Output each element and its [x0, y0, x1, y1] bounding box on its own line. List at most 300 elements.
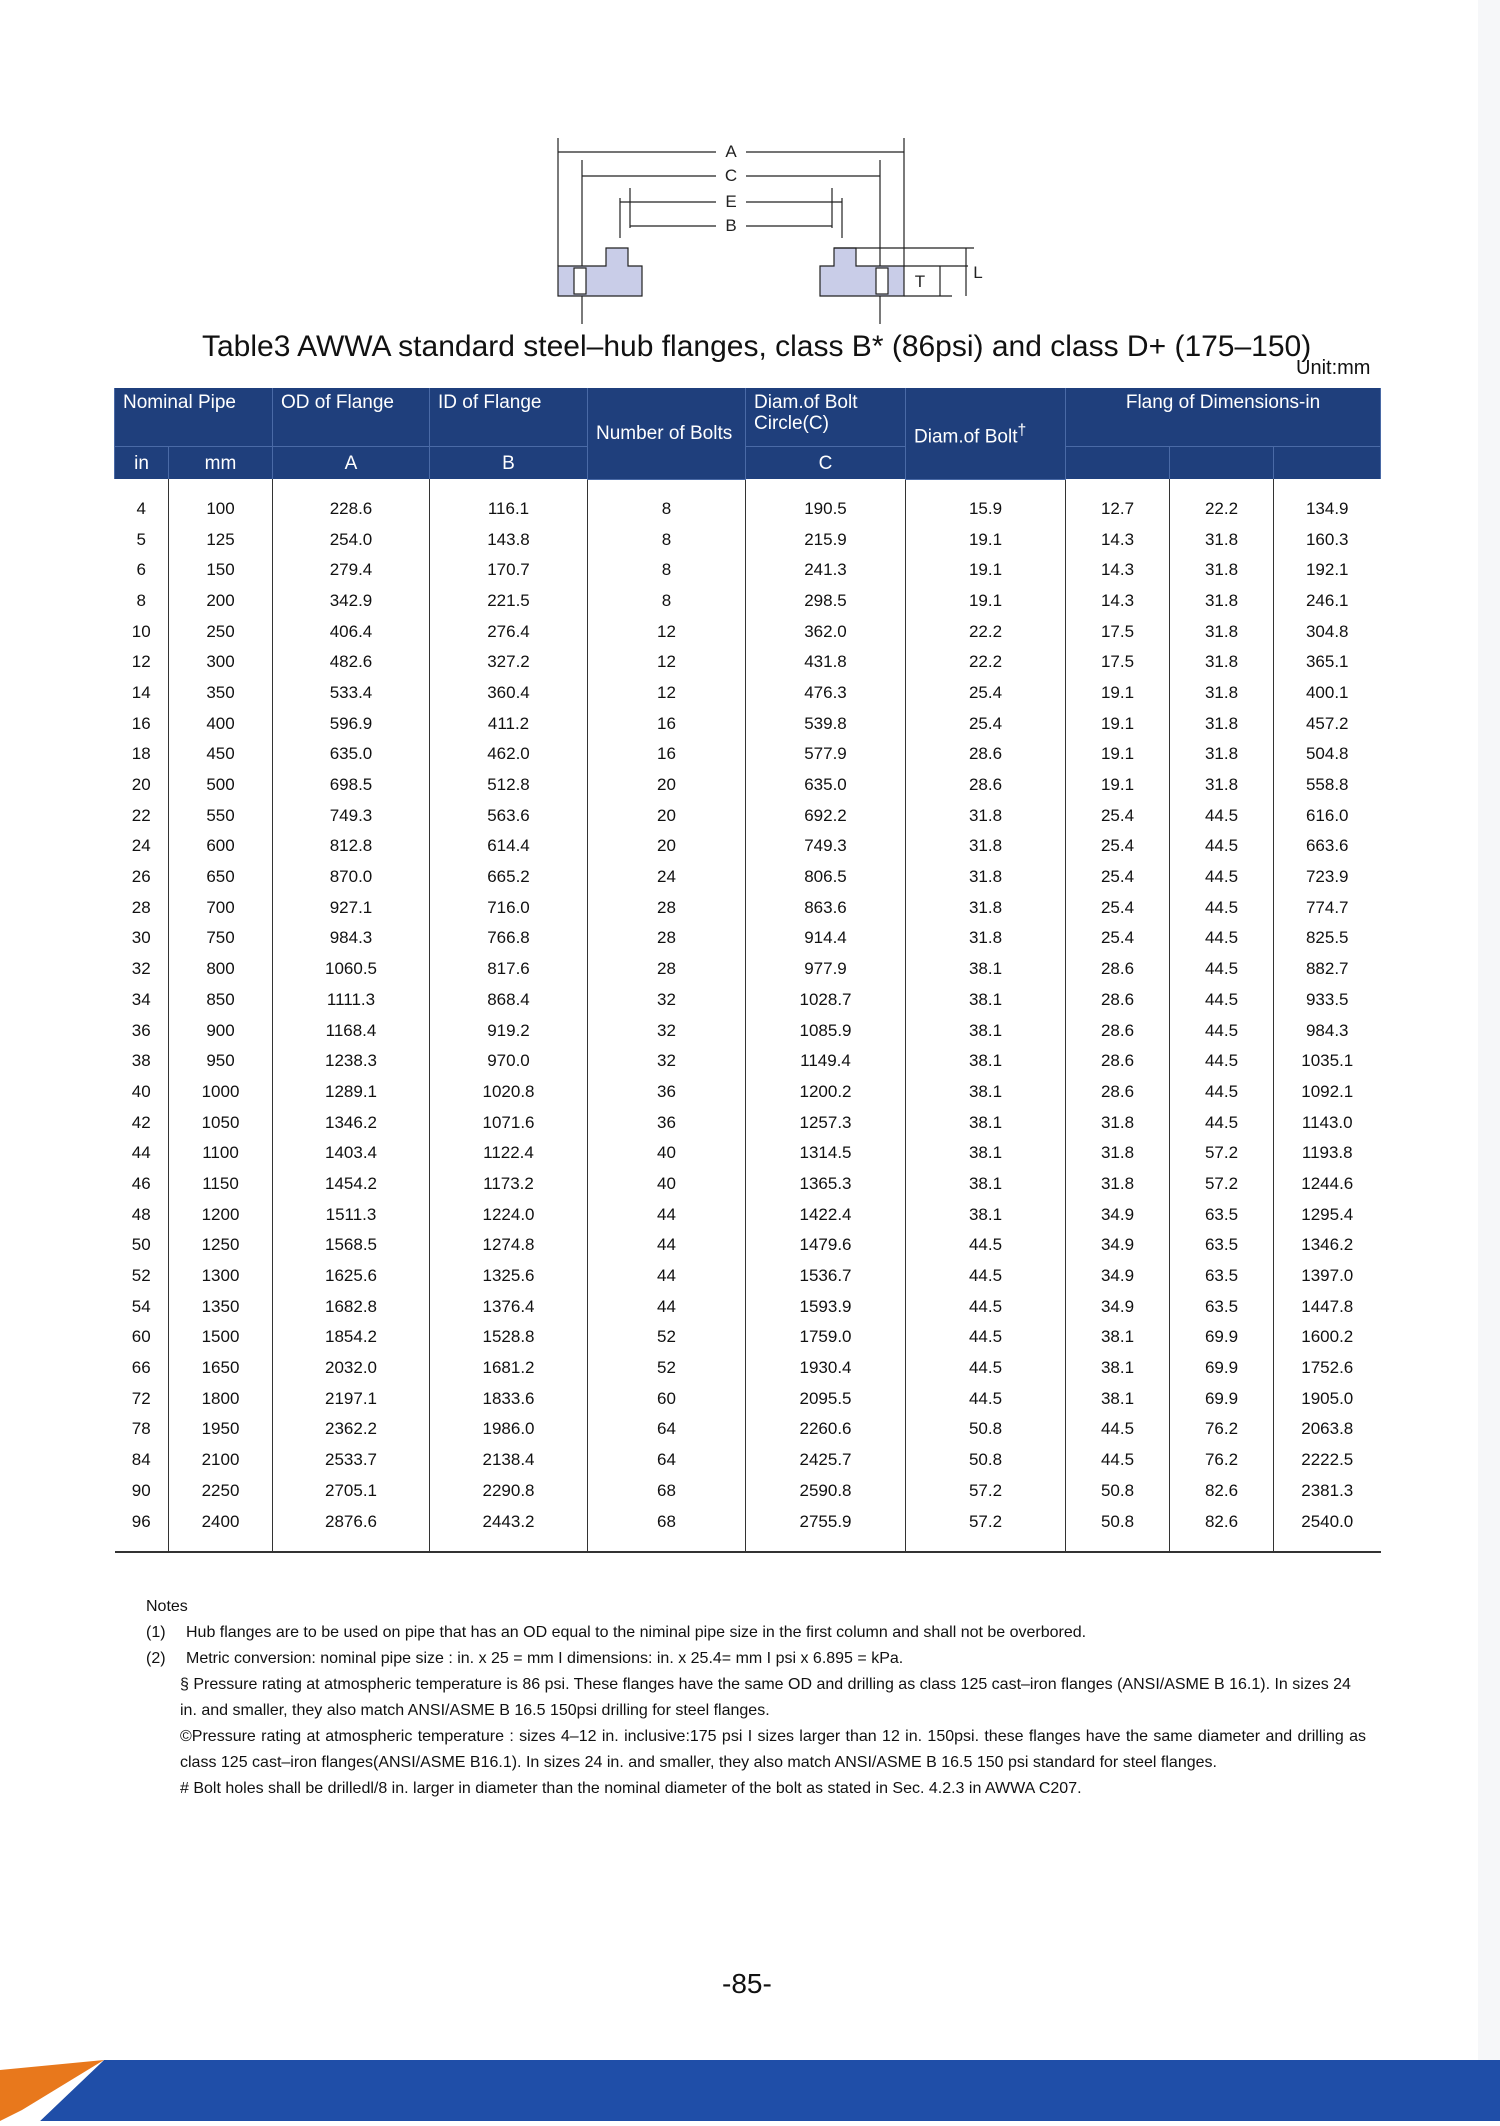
- cell-od-a: 596.9: [273, 708, 430, 739]
- cell-od-a: 254.0: [273, 524, 430, 555]
- cell-bolts: 20: [588, 770, 746, 801]
- cell-in: 38: [131, 1051, 151, 1071]
- cell-od-a: 406.4: [273, 616, 430, 647]
- cell-dim-3: 1346.2: [1274, 1230, 1381, 1261]
- cell-bolts: 8: [588, 479, 746, 524]
- cell-dim-1: 25.4: [1066, 862, 1170, 893]
- cell-diam-bolt: 38.1: [906, 1015, 1066, 1046]
- cell-od-a: 2197.1: [273, 1383, 430, 1414]
- cell-bolt-circle: 539.8: [746, 708, 906, 739]
- table-row: [115, 524, 1381, 555]
- cell-diam-bolt: 19.1: [906, 524, 1066, 555]
- cell-od-a: 698.5: [273, 770, 430, 801]
- table-row: [115, 678, 1381, 709]
- cell-bolts: 64: [588, 1414, 746, 1445]
- cell-id-b: 1274.8: [430, 1230, 588, 1261]
- cell-diam-bolt: 38.1: [906, 1046, 1066, 1077]
- cell-id-b: 919.2: [430, 1015, 588, 1046]
- cell-diam-bolt: 22.2: [906, 616, 1066, 647]
- cell-od-a: 1625.6: [273, 1261, 430, 1292]
- table-row: [115, 647, 1381, 678]
- header-blank-3: [1274, 447, 1381, 480]
- table-row: [115, 1261, 1381, 1292]
- unit-label: Unit:mm: [1296, 357, 1371, 379]
- cell-od-a: 1060.5: [273, 954, 430, 985]
- cell-id-b: 970.0: [430, 1046, 588, 1077]
- cell-dim-3: 1397.0: [1274, 1261, 1381, 1292]
- cell-dim-3: 1244.6: [1274, 1169, 1381, 1200]
- cell-dim-2: 31.8: [1170, 586, 1274, 617]
- cell-bolt-circle: 577.9: [746, 739, 906, 770]
- cell-id-b: 327.2: [430, 647, 588, 678]
- cell-dim-1: 50.8: [1066, 1476, 1170, 1507]
- table-row: [115, 555, 1381, 586]
- cell-mm: 1150: [169, 1169, 273, 1200]
- cell-od-a: 1511.3: [273, 1199, 430, 1230]
- cell-dim-2: 63.5: [1170, 1261, 1274, 1292]
- cell-mm: 900: [169, 1015, 273, 1046]
- cell-od-a: 870.0: [273, 862, 430, 893]
- table-row: [115, 708, 1381, 739]
- cell-dim-3: 160.3: [1274, 524, 1381, 555]
- cell-dim-1: 28.6: [1066, 1046, 1170, 1077]
- cell-mm: 1200: [169, 1199, 273, 1230]
- note-2-text: Metric conversion: nominal pipe size : in. x 25 = mm I dimensions: in. x 25.4= mm I psi x 6.895 = kPa.: [186, 1650, 904, 1667]
- cell-od-a: 279.4: [273, 555, 430, 586]
- cell-id-b: 143.8: [430, 524, 588, 555]
- cell-id-b: 1325.6: [430, 1261, 588, 1292]
- cell-diam-bolt: 38.1: [906, 1077, 1066, 1108]
- cell-mm: 200: [169, 586, 273, 617]
- cell-dim-3: 558.8: [1274, 770, 1381, 801]
- cell-dim-1: 19.1: [1066, 678, 1170, 709]
- cell-dim-3: 304.8: [1274, 616, 1381, 647]
- cell-in: 54: [131, 1296, 151, 1316]
- cell-bolt-circle: 2095.5: [746, 1383, 906, 1414]
- cell-dim-3: 1447.8: [1274, 1291, 1381, 1322]
- cell-dim-2: 31.8: [1170, 555, 1274, 586]
- cell-dim-3: 1193.8: [1274, 1138, 1381, 1169]
- cell-bolts: 36: [588, 1077, 746, 1108]
- table-row: [115, 1230, 1381, 1261]
- cell-id-b: 766.8: [430, 923, 588, 954]
- header-nominal-pipe: Nominal Pipe: [115, 388, 273, 447]
- cell-bolt-circle: 298.5: [746, 586, 906, 617]
- notes-heading: Notes: [146, 1598, 188, 1615]
- header-blank-1: [1066, 447, 1170, 480]
- cell-mm: 1500: [169, 1322, 273, 1353]
- cell-mm: 350: [169, 678, 273, 709]
- cell-dim-3: 1143.0: [1274, 1107, 1381, 1138]
- cell-in: 40: [131, 1081, 151, 1101]
- header-id-flange: ID of Flange: [430, 388, 588, 447]
- cell-od-a: 2032.0: [273, 1353, 430, 1384]
- cell-bolt-circle: 1200.2: [746, 1077, 906, 1108]
- cell-dim-2: 63.5: [1170, 1291, 1274, 1322]
- cell-dim-3: 1295.4: [1274, 1199, 1381, 1230]
- table-row: [115, 770, 1381, 801]
- cell-mm: 1650: [169, 1353, 273, 1384]
- cell-od-a: 533.4: [273, 678, 430, 709]
- cell-dim-1: 28.6: [1066, 1015, 1170, 1046]
- cell-bolt-circle: 914.4: [746, 923, 906, 954]
- cell-dim-1: 28.6: [1066, 985, 1170, 1016]
- cell-bolt-circle: 2590.8: [746, 1476, 906, 1507]
- cell-mm: 400: [169, 708, 273, 739]
- cell-mm: 1300: [169, 1261, 273, 1292]
- cell-dim-1: 19.1: [1066, 770, 1170, 801]
- header-blank-2: [1170, 447, 1274, 480]
- cell-diam-bolt: 50.8: [906, 1445, 1066, 1476]
- table-row: [115, 1322, 1381, 1353]
- cell-in: 26: [131, 867, 151, 887]
- cell-dim-2: 69.9: [1170, 1383, 1274, 1414]
- cell-id-b: 2443.2: [430, 1506, 588, 1552]
- flange-diagram: [548, 138, 1018, 328]
- cell-dim-2: 31.8: [1170, 524, 1274, 555]
- cell-id-b: 170.7: [430, 555, 588, 586]
- cell-bolts: 64: [588, 1445, 746, 1476]
- cell-mm: 2400: [169, 1506, 273, 1552]
- dim-label-b: B: [725, 216, 737, 235]
- cell-bolt-circle: 635.0: [746, 770, 906, 801]
- cell-bolts: 12: [588, 616, 746, 647]
- table-row: [115, 1291, 1381, 1322]
- cell-bolt-circle: 1422.4: [746, 1199, 906, 1230]
- cell-dim-3: 1600.2: [1274, 1322, 1381, 1353]
- cell-bolt-circle: 1536.7: [746, 1261, 906, 1292]
- cell-in: 16: [131, 713, 151, 733]
- cell-dim-3: 723.9: [1274, 862, 1381, 893]
- cell-id-b: 868.4: [430, 985, 588, 1016]
- cell-diam-bolt: 44.5: [906, 1291, 1066, 1322]
- cell-dim-2: 44.5: [1170, 954, 1274, 985]
- cell-in: 90: [131, 1480, 151, 1500]
- dim-label-a: A: [725, 142, 737, 161]
- header-flange-dimensions: Flang of Dimensions-in: [1066, 388, 1381, 447]
- cell-od-a: 1682.8: [273, 1291, 430, 1322]
- cell-bolts: 20: [588, 800, 746, 831]
- cell-od-a: 1403.4: [273, 1138, 430, 1169]
- cell-bolt-circle: 863.6: [746, 892, 906, 923]
- cell-mm: 250: [169, 616, 273, 647]
- header-c: C: [746, 447, 906, 480]
- cell-dim-3: 616.0: [1274, 800, 1381, 831]
- cell-mm: 1250: [169, 1230, 273, 1261]
- cell-in: 32: [131, 959, 151, 979]
- cell-dim-1: 34.9: [1066, 1261, 1170, 1292]
- header-a: A: [273, 447, 430, 480]
- cell-dim-3: 192.1: [1274, 555, 1381, 586]
- cell-mm: 1350: [169, 1291, 273, 1322]
- dim-label-e: E: [725, 192, 737, 211]
- cell-dim-1: 44.5: [1066, 1445, 1170, 1476]
- dagger-mark: †: [1017, 421, 1027, 439]
- cell-bolts: 44: [588, 1291, 746, 1322]
- cell-in: 6: [136, 560, 146, 580]
- header-in: in: [115, 447, 169, 480]
- cell-bolt-circle: 1365.3: [746, 1169, 906, 1200]
- cell-bolts: 68: [588, 1476, 746, 1507]
- cell-id-b: 1833.6: [430, 1383, 588, 1414]
- cell-bolt-circle: 1759.0: [746, 1322, 906, 1353]
- cell-id-b: 665.2: [430, 862, 588, 893]
- table-row: [115, 1383, 1381, 1414]
- cell-in: 84: [131, 1450, 151, 1470]
- cell-diam-bolt: 15.9: [906, 479, 1066, 524]
- cell-in: 8: [136, 590, 146, 610]
- cell-bolt-circle: 1028.7: [746, 985, 906, 1016]
- cell-diam-bolt: 44.5: [906, 1261, 1066, 1292]
- cell-in: 10: [131, 621, 151, 641]
- table-row: [115, 1077, 1381, 1108]
- cell-diam-bolt: 38.1: [906, 1138, 1066, 1169]
- cell-dim-2: 44.5: [1170, 1046, 1274, 1077]
- cell-in: 78: [131, 1419, 151, 1439]
- cell-bolts: 12: [588, 647, 746, 678]
- cell-dim-3: 774.7: [1274, 892, 1381, 923]
- cell-id-b: 360.4: [430, 678, 588, 709]
- cell-mm: 500: [169, 770, 273, 801]
- cell-dim-3: 1092.1: [1274, 1077, 1381, 1108]
- cell-in: 72: [131, 1388, 151, 1408]
- cell-dim-1: 19.1: [1066, 739, 1170, 770]
- cell-diam-bolt: 44.5: [906, 1230, 1066, 1261]
- table-row: [115, 1169, 1381, 1200]
- cell-id-b: 462.0: [430, 739, 588, 770]
- cell-bolt-circle: 1085.9: [746, 1015, 906, 1046]
- cell-dim-3: 1905.0: [1274, 1383, 1381, 1414]
- cell-mm: 1050: [169, 1107, 273, 1138]
- cell-bolts: 52: [588, 1353, 746, 1384]
- cell-bolt-circle: 2260.6: [746, 1414, 906, 1445]
- cell-bolts: 32: [588, 1015, 746, 1046]
- dim-label-l: L: [973, 263, 983, 282]
- cell-dim-2: 69.9: [1170, 1353, 1274, 1384]
- cell-diam-bolt: 22.2: [906, 647, 1066, 678]
- cell-in: 24: [131, 836, 151, 856]
- cell-dim-2: 82.6: [1170, 1476, 1274, 1507]
- cell-diam-bolt: 44.5: [906, 1322, 1066, 1353]
- cell-dim-1: 34.9: [1066, 1230, 1170, 1261]
- table-row: [115, 616, 1381, 647]
- cell-in: 20: [131, 775, 151, 795]
- header-diam-bolt: [906, 388, 1066, 479]
- cell-mm: 850: [169, 985, 273, 1016]
- cell-dim-1: 31.8: [1066, 1138, 1170, 1169]
- note-2: [146, 1646, 1366, 1672]
- cell-diam-bolt: 31.8: [906, 892, 1066, 923]
- cell-diam-bolt: 31.8: [906, 831, 1066, 862]
- cell-id-b: 1986.0: [430, 1414, 588, 1445]
- note-1-text: Hub flanges are to be used on pipe that has an OD equal to the niminal pipe size in the first column and shall not be overbored.: [186, 1624, 1087, 1641]
- cell-dim-1: 31.8: [1066, 1107, 1170, 1138]
- cell-bolt-circle: 1930.4: [746, 1353, 906, 1384]
- cell-id-b: 1173.2: [430, 1169, 588, 1200]
- header-diam-bolt-label: Diam.of Bolt: [914, 425, 1018, 447]
- cell-od-a: 1111.3: [273, 985, 430, 1016]
- cell-dim-2: 63.5: [1170, 1230, 1274, 1261]
- cell-dim-2: 76.2: [1170, 1445, 1274, 1476]
- table-row: [115, 1107, 1381, 1138]
- cell-dim-1: 44.5: [1066, 1414, 1170, 1445]
- table-row: [115, 1414, 1381, 1445]
- cell-dim-2: 44.5: [1170, 831, 1274, 862]
- cell-dim-3: 825.5: [1274, 923, 1381, 954]
- cell-bolt-circle: 2755.9: [746, 1506, 906, 1552]
- cell-dim-2: 82.6: [1170, 1506, 1274, 1552]
- cell-od-a: 2362.2: [273, 1414, 430, 1445]
- cell-bolts: 8: [588, 586, 746, 617]
- cell-dim-2: 44.5: [1170, 1077, 1274, 1108]
- cell-diam-bolt: 19.1: [906, 555, 1066, 586]
- cell-dim-2: 31.8: [1170, 739, 1274, 770]
- cell-od-a: 2705.1: [273, 1476, 430, 1507]
- cell-dim-2: 44.5: [1170, 892, 1274, 923]
- cell-mm: 800: [169, 954, 273, 985]
- cell-diam-bolt: 38.1: [906, 1169, 1066, 1200]
- cell-bolt-circle: 241.3: [746, 555, 906, 586]
- cell-mm: 1100: [169, 1138, 273, 1169]
- cell-dim-3: 663.6: [1274, 831, 1381, 862]
- cell-dim-1: 14.3: [1066, 555, 1170, 586]
- cell-bolt-circle: 1593.9: [746, 1291, 906, 1322]
- cell-dim-3: 504.8: [1274, 739, 1381, 770]
- cell-diam-bolt: 28.6: [906, 770, 1066, 801]
- cell-bolts: 32: [588, 1046, 746, 1077]
- cell-id-b: 1122.4: [430, 1138, 588, 1169]
- cell-od-a: 1238.3: [273, 1046, 430, 1077]
- cell-mm: 1800: [169, 1383, 273, 1414]
- table-row: [115, 892, 1381, 923]
- cell-dim-2: 31.8: [1170, 616, 1274, 647]
- cell-bolts: 44: [588, 1230, 746, 1261]
- cell-dim-2: 69.9: [1170, 1322, 1274, 1353]
- cell-od-a: 228.6: [273, 479, 430, 524]
- note-copyright-mark: ©Pressure rating at atmospheric temperature : sizes 4–12 in. inclusive:175 psi I sizes larger than 12 in. 150psi. these flanges have the same diameter and drilling as class 125 cast–iron flanges(ANSI/ASME B16.1). In sizes 24 in. and smaller, they also match ANSI/ASME B 16.5 150 psi standard for steel flanges.: [180, 1728, 1366, 1771]
- note-1: [146, 1620, 1366, 1646]
- cell-dim-3: 1035.1: [1274, 1046, 1381, 1077]
- cell-bolts: 28: [588, 954, 746, 985]
- cell-mm: 2250: [169, 1476, 273, 1507]
- cell-in: 44: [131, 1143, 151, 1163]
- cell-dim-1: 25.4: [1066, 831, 1170, 862]
- cell-od-a: 2533.7: [273, 1445, 430, 1476]
- cell-dim-2: 44.5: [1170, 985, 1274, 1016]
- cell-bolts: 16: [588, 708, 746, 739]
- cell-bolts: 60: [588, 1383, 746, 1414]
- cell-bolts: 20: [588, 831, 746, 862]
- cell-bolt-circle: 476.3: [746, 678, 906, 709]
- cell-in: 42: [131, 1112, 151, 1132]
- cell-id-b: 512.8: [430, 770, 588, 801]
- cell-in: 96: [131, 1511, 151, 1531]
- cell-bolt-circle: 1257.3: [746, 1107, 906, 1138]
- cell-dim-3: 2063.8: [1274, 1414, 1381, 1445]
- cell-id-b: 411.2: [430, 708, 588, 739]
- cell-in: 48: [131, 1204, 151, 1224]
- table-row: [115, 1046, 1381, 1077]
- cell-id-b: 1681.2: [430, 1353, 588, 1384]
- cell-in: 22: [131, 805, 151, 825]
- cell-dim-1: 38.1: [1066, 1383, 1170, 1414]
- cell-dim-3: 246.1: [1274, 586, 1381, 617]
- cell-bolts: 12: [588, 678, 746, 709]
- cell-od-a: 482.6: [273, 647, 430, 678]
- cell-mm: 125: [169, 524, 273, 555]
- cell-id-b: 1224.0: [430, 1199, 588, 1230]
- cell-id-b: 2290.8: [430, 1476, 588, 1507]
- cell-mm: 300: [169, 647, 273, 678]
- cell-dim-2: 44.5: [1170, 800, 1274, 831]
- cell-bolt-circle: 215.9: [746, 524, 906, 555]
- cell-mm: 2100: [169, 1445, 273, 1476]
- table-row: [115, 1199, 1381, 1230]
- cell-dim-2: 57.2: [1170, 1138, 1274, 1169]
- cell-dim-2: 22.2: [1170, 479, 1274, 524]
- cell-mm: 100: [169, 479, 273, 524]
- cell-in: 30: [131, 928, 151, 948]
- cell-bolts: 68: [588, 1506, 746, 1552]
- cell-diam-bolt: 57.2: [906, 1506, 1066, 1552]
- cell-bolt-circle: 692.2: [746, 800, 906, 831]
- cell-od-a: 1454.2: [273, 1169, 430, 1200]
- cell-diam-bolt: 31.8: [906, 862, 1066, 893]
- cell-in: 4: [136, 498, 146, 518]
- dim-label-t: T: [914, 272, 926, 291]
- page-number: -85-: [722, 1968, 772, 1999]
- cell-dim-1: 25.4: [1066, 800, 1170, 831]
- cell-in: 28: [131, 897, 151, 917]
- cell-bolt-circle: 2425.7: [746, 1445, 906, 1476]
- cell-diam-bolt: 38.1: [906, 985, 1066, 1016]
- cell-in: 18: [131, 744, 151, 764]
- cell-dim-2: 44.5: [1170, 862, 1274, 893]
- cell-mm: 1000: [169, 1077, 273, 1108]
- cell-diam-bolt: 57.2: [906, 1476, 1066, 1507]
- cell-dim-3: 2381.3: [1274, 1476, 1381, 1507]
- cell-dim-1: 34.9: [1066, 1199, 1170, 1230]
- cell-bolts: 40: [588, 1169, 746, 1200]
- cell-bolt-circle: 1479.6: [746, 1230, 906, 1261]
- table-row: [115, 1476, 1381, 1507]
- cell-bolt-circle: 431.8: [746, 647, 906, 678]
- footer-bar: [0, 2060, 1500, 2121]
- cell-id-b: 1376.4: [430, 1291, 588, 1322]
- cell-dim-1: 28.6: [1066, 1077, 1170, 1108]
- cell-dim-2: 31.8: [1170, 708, 1274, 739]
- cell-diam-bolt: 31.8: [906, 923, 1066, 954]
- cell-dim-1: 38.1: [1066, 1322, 1170, 1353]
- cell-dim-1: 25.4: [1066, 892, 1170, 923]
- cell-bolts: 28: [588, 892, 746, 923]
- cell-id-b: 276.4: [430, 616, 588, 647]
- cell-id-b: 1020.8: [430, 1077, 588, 1108]
- cell-diam-bolt: 19.1: [906, 586, 1066, 617]
- cell-mm: 150: [169, 555, 273, 586]
- cell-dim-2: 44.5: [1170, 1107, 1274, 1138]
- cell-dim-3: 1752.6: [1274, 1353, 1381, 1384]
- cell-bolts: 24: [588, 862, 746, 893]
- cell-mm: 650: [169, 862, 273, 893]
- cell-bolt-circle: 362.0: [746, 616, 906, 647]
- cell-dim-3: 2222.5: [1274, 1445, 1381, 1476]
- header-mm: mm: [169, 447, 273, 480]
- cell-diam-bolt: 44.5: [906, 1383, 1066, 1414]
- cell-diam-bolt: 25.4: [906, 678, 1066, 709]
- header-number-of-bolts: Number of Bolts: [588, 388, 746, 479]
- cell-dim-3: 2540.0: [1274, 1506, 1381, 1552]
